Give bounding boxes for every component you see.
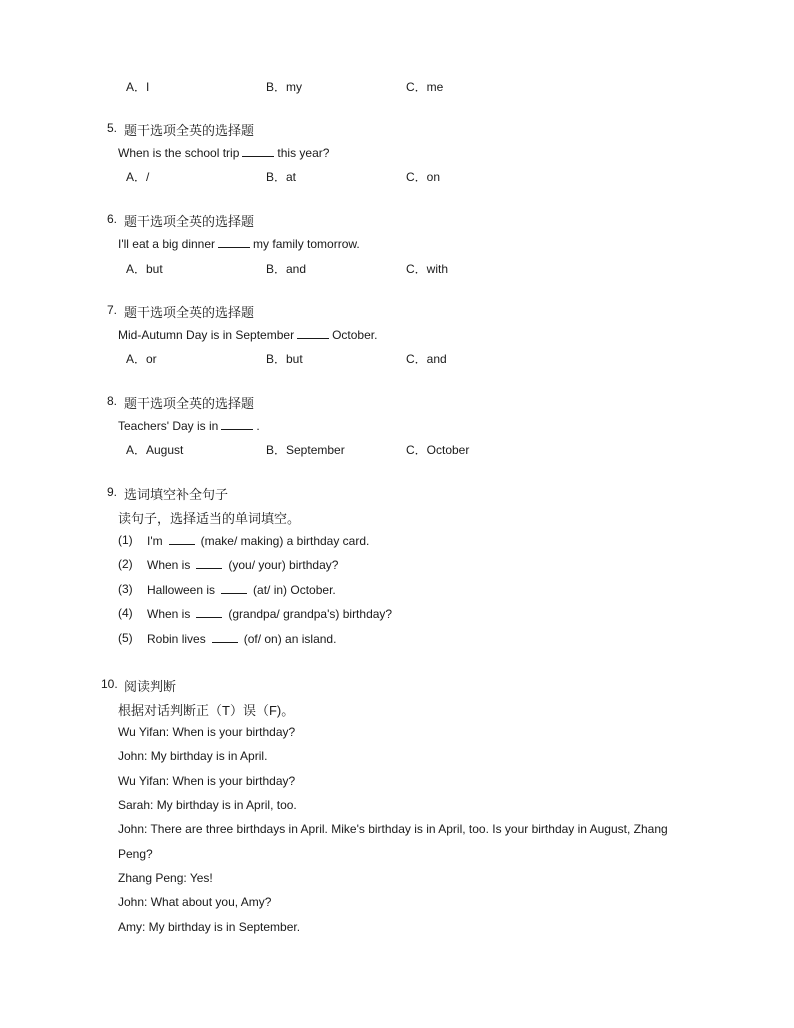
q5-option-c[interactable]: C．on [406, 170, 441, 184]
q9-item-number: (5) [118, 631, 133, 645]
q6-number: 6. [107, 212, 118, 226]
q9-instruction: 读句子，选择适当的单词填空。 [118, 511, 301, 526]
q8-option-a[interactable]: A．August [126, 443, 184, 457]
q9-item-after: (of/ on) an island. [243, 632, 337, 646]
q8-number: 8. [107, 394, 118, 408]
q7-title: 题干选项全英的选择题 [124, 305, 255, 320]
q4-option-c[interactable]: C．me [406, 80, 444, 94]
dialogue-line: Wu Yifan: When is your birthday? [118, 725, 296, 739]
q4-option-a[interactable]: A．I [126, 80, 150, 94]
q9-item-after: (make/ making) a birthday card. [200, 534, 370, 548]
q9-title: 选词填空补全句子 [124, 487, 229, 502]
q6-stem-after: my family tomorrow. [253, 237, 360, 251]
q9-item-before: I'm [147, 534, 163, 548]
q9-item-number: (2) [118, 557, 133, 571]
q5-stem-before: When is the school trip [118, 146, 240, 160]
q6-blank[interactable] [218, 236, 250, 248]
q6-stem-before: I'll eat a big dinner [118, 237, 216, 251]
q5-option-a[interactable]: A．/ [126, 170, 150, 184]
q9-item-number: (1) [118, 533, 133, 547]
q10-instruction: 根据对话判断正（T）误（F)。 [118, 703, 295, 718]
q9-item-before: When is [147, 558, 191, 572]
q8-blank[interactable] [221, 418, 253, 430]
q8-option-c[interactable]: C．October [406, 443, 470, 457]
q9-item-after: (at/ in) October. [253, 583, 336, 597]
q5-number: 5. [107, 121, 118, 135]
dialogue-line: John: What about you, Amy? [118, 895, 272, 909]
q7-stem-before: Mid-Autumn Day is in September [118, 328, 295, 342]
q7-number: 7. [107, 303, 118, 317]
q9-number: 9. [107, 485, 118, 499]
q9-item-after: (you/ your) birthday? [228, 558, 339, 572]
dialogue-line: Wu Yifan: When is your birthday? [118, 774, 296, 788]
q9-item-blank[interactable] [212, 631, 238, 643]
q7-stem-after: October. [332, 328, 378, 342]
dialogue-line: John: My birthday is in April. [118, 749, 268, 763]
q5-blank[interactable] [242, 145, 274, 157]
q4-option-b[interactable]: B．my [266, 80, 303, 94]
q9-item-blank[interactable] [196, 557, 222, 569]
q8-stem [118, 418, 260, 433]
q5-title: 题干选项全英的选择题 [124, 123, 255, 138]
q10-number: 10. [101, 677, 118, 691]
q9-item-number: (3) [118, 582, 133, 596]
q9-item-number: (4) [118, 606, 133, 620]
q7-option-c[interactable]: C．and [406, 352, 447, 366]
dialogue-line: Amy: My birthday is in September. [118, 920, 301, 934]
q6-stem [118, 236, 360, 251]
q7-option-a[interactable]: A．or [126, 352, 157, 366]
dialogue-line: Zhang Peng: Yes! [118, 871, 213, 885]
q7-option-b[interactable]: B．but [266, 352, 303, 366]
q6-option-a[interactable]: A．but [126, 262, 163, 276]
dialogue-line: John: There are three birthdays in April. Mike's birthday is in April, too. Is your birthday in August, Zhang [118, 822, 668, 836]
dialogue-line: Peng? [118, 847, 153, 861]
q9-item-blank[interactable] [196, 606, 222, 618]
q5-stem [118, 145, 329, 160]
q9-item-before: When is [147, 607, 191, 621]
q8-stem-before: Teachers' Day is in [118, 419, 219, 433]
q8-stem-after: . [256, 419, 260, 433]
q7-stem [118, 327, 377, 342]
q7-blank[interactable] [297, 327, 329, 339]
q8-option-b[interactable]: B．September [266, 443, 345, 457]
q9-item-before: Robin lives [147, 632, 206, 646]
q5-option-b[interactable]: B．at [266, 170, 297, 184]
q6-title: 题干选项全英的选择题 [124, 214, 255, 229]
q9-item-blank[interactable] [169, 533, 195, 545]
q9-item-blank[interactable] [221, 582, 247, 594]
q9-item-before: Halloween is [147, 583, 216, 597]
q6-option-c[interactable]: C．with [406, 262, 449, 276]
q10-title: 阅读判断 [124, 679, 177, 694]
q6-option-b[interactable]: B．and [266, 262, 307, 276]
q5-stem-after: this year? [277, 146, 330, 160]
q9-item-after: (grandpa/ grandpa's) birthday? [228, 607, 393, 621]
q8-title: 题干选项全英的选择题 [124, 396, 255, 411]
dialogue-line: Sarah: My birthday is in April, too. [118, 798, 297, 812]
